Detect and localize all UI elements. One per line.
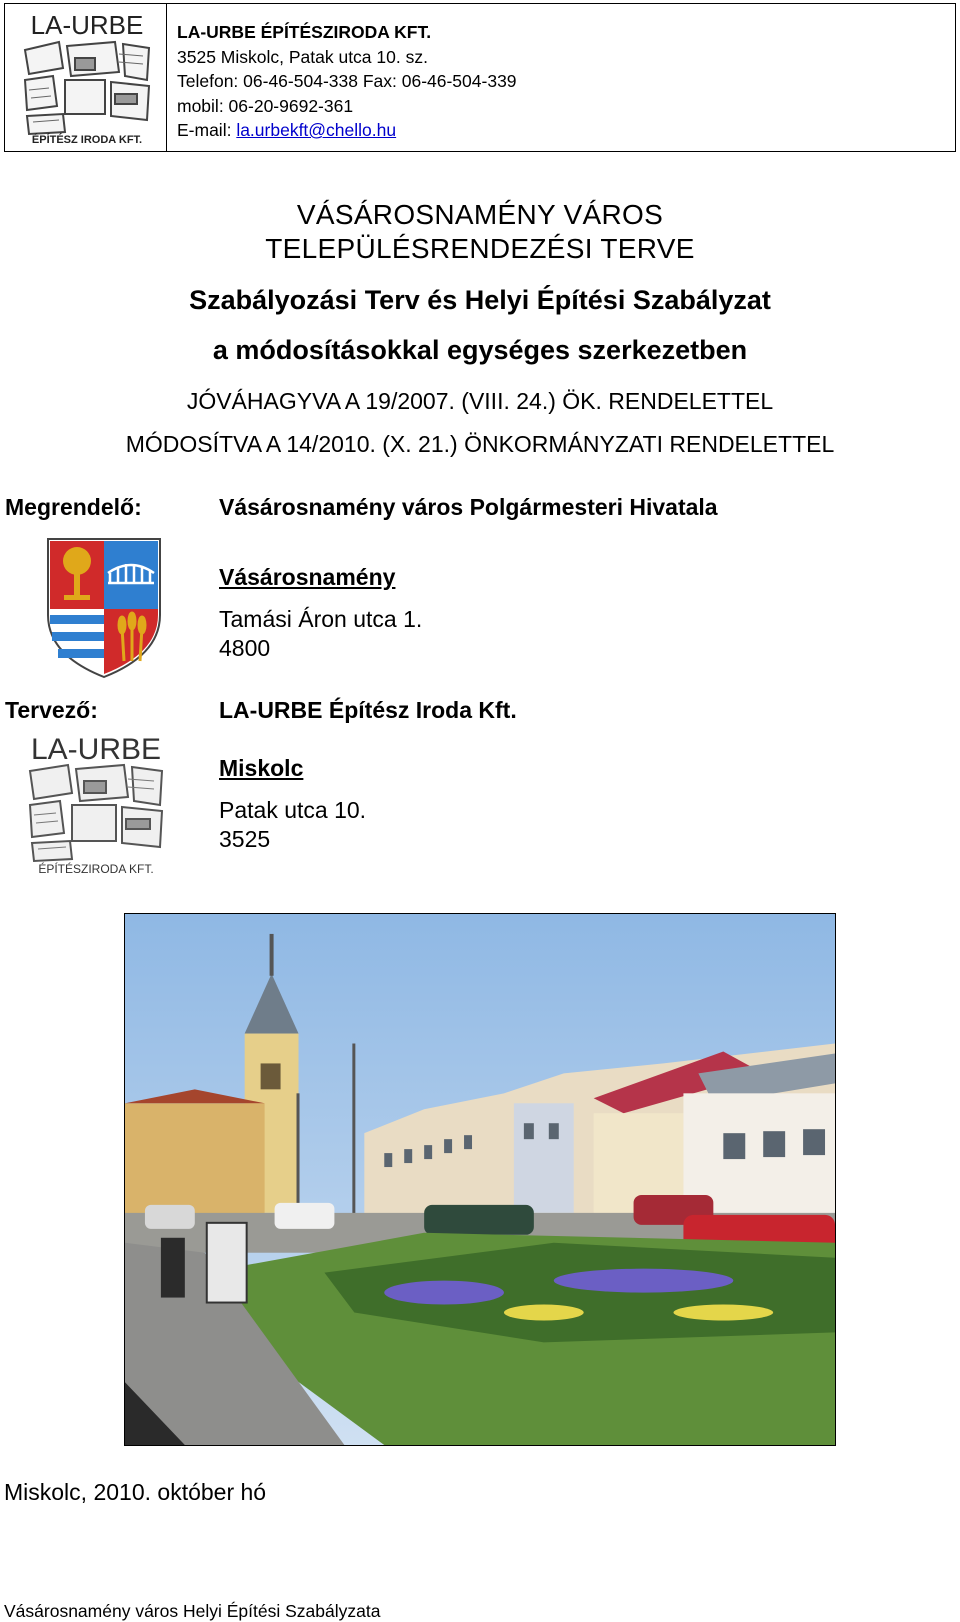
client-label: Megrendelő:	[5, 494, 142, 520]
client-city: Vásárosnamény	[219, 564, 396, 590]
company-email-line	[177, 118, 517, 143]
company-mobile: mobil: 06-20-9692-361	[177, 95, 354, 116]
designer-city: Miskolc	[219, 755, 304, 781]
designer-logo	[24, 731, 168, 877]
town-street-photo	[124, 913, 836, 1446]
company-name: LA-URBE ÉPÍTÉSZIRODA KFT.	[177, 22, 432, 42]
subtitle-2: a módosításokkal egységes szerkezetben	[212, 335, 748, 365]
modification-line: MÓDOSÍTVA A 14/2010. (X. 21.) ÖNKORMÁNYZATI RENDELETTEL	[125, 431, 835, 457]
company-phone: Telefon: 06-46-504-338 Fax: 06-46-504-339	[177, 71, 517, 91]
document-footer-title: Vásárosnamény város Helyi Építési Szabályzata	[4, 1601, 381, 1621]
company-address: 3525 Miskolc, Patak utca 10. sz.	[177, 46, 428, 67]
client-name: Vásárosnamény város Polgármesteri Hivatala	[219, 494, 718, 520]
place-and-date: Miskolc, 2010. október hó	[4, 1479, 267, 1505]
letterhead-box	[4, 3, 956, 152]
email-link[interactable]: la.urbekft@chello.hu	[236, 120, 397, 140]
title-line-1: VÁSÁROSNAMÉNY VÁROS	[296, 199, 664, 230]
la-urbe-logo	[19, 10, 155, 148]
letterhead-divider	[166, 4, 167, 151]
coat-of-arms-icon	[44, 537, 164, 679]
svg-text:ÉPÍTÉSZ IRODA KFT.: ÉPÍTÉSZ IRODA KFT.	[31, 134, 143, 146]
svg-text:LA-URBE: LA-URBE	[30, 733, 162, 766]
title-line-2: TELEPÜLÉSRENDEZÉSI TERVE	[265, 233, 695, 264]
svg-text:LA-URBE: LA-URBE	[30, 10, 144, 40]
approval-line: JÓVÁHAGYVA A 19/2007. (VIII. 24.) ÖK. RENDELETTEL	[186, 388, 774, 414]
designer-label: Tervező:	[5, 697, 98, 723]
subtitle-1: Szabályozási Terv és Helyi Építési Szabályzat	[189, 285, 771, 315]
svg-text:ÉPÍTÉSZIRODA KFT.: ÉPÍTÉSZIRODA KFT.	[38, 862, 154, 876]
designer-street: Patak utca 10.	[219, 797, 367, 823]
letterhead-text	[177, 20, 517, 143]
client-street: Tamási Áron utca 1.	[219, 606, 423, 632]
designer-name: LA-URBE Építész Iroda Kft.	[219, 697, 517, 723]
designer-zip: 3525	[219, 826, 271, 852]
email-label: E-mail:	[177, 120, 237, 140]
client-zip: 4800	[219, 635, 271, 661]
